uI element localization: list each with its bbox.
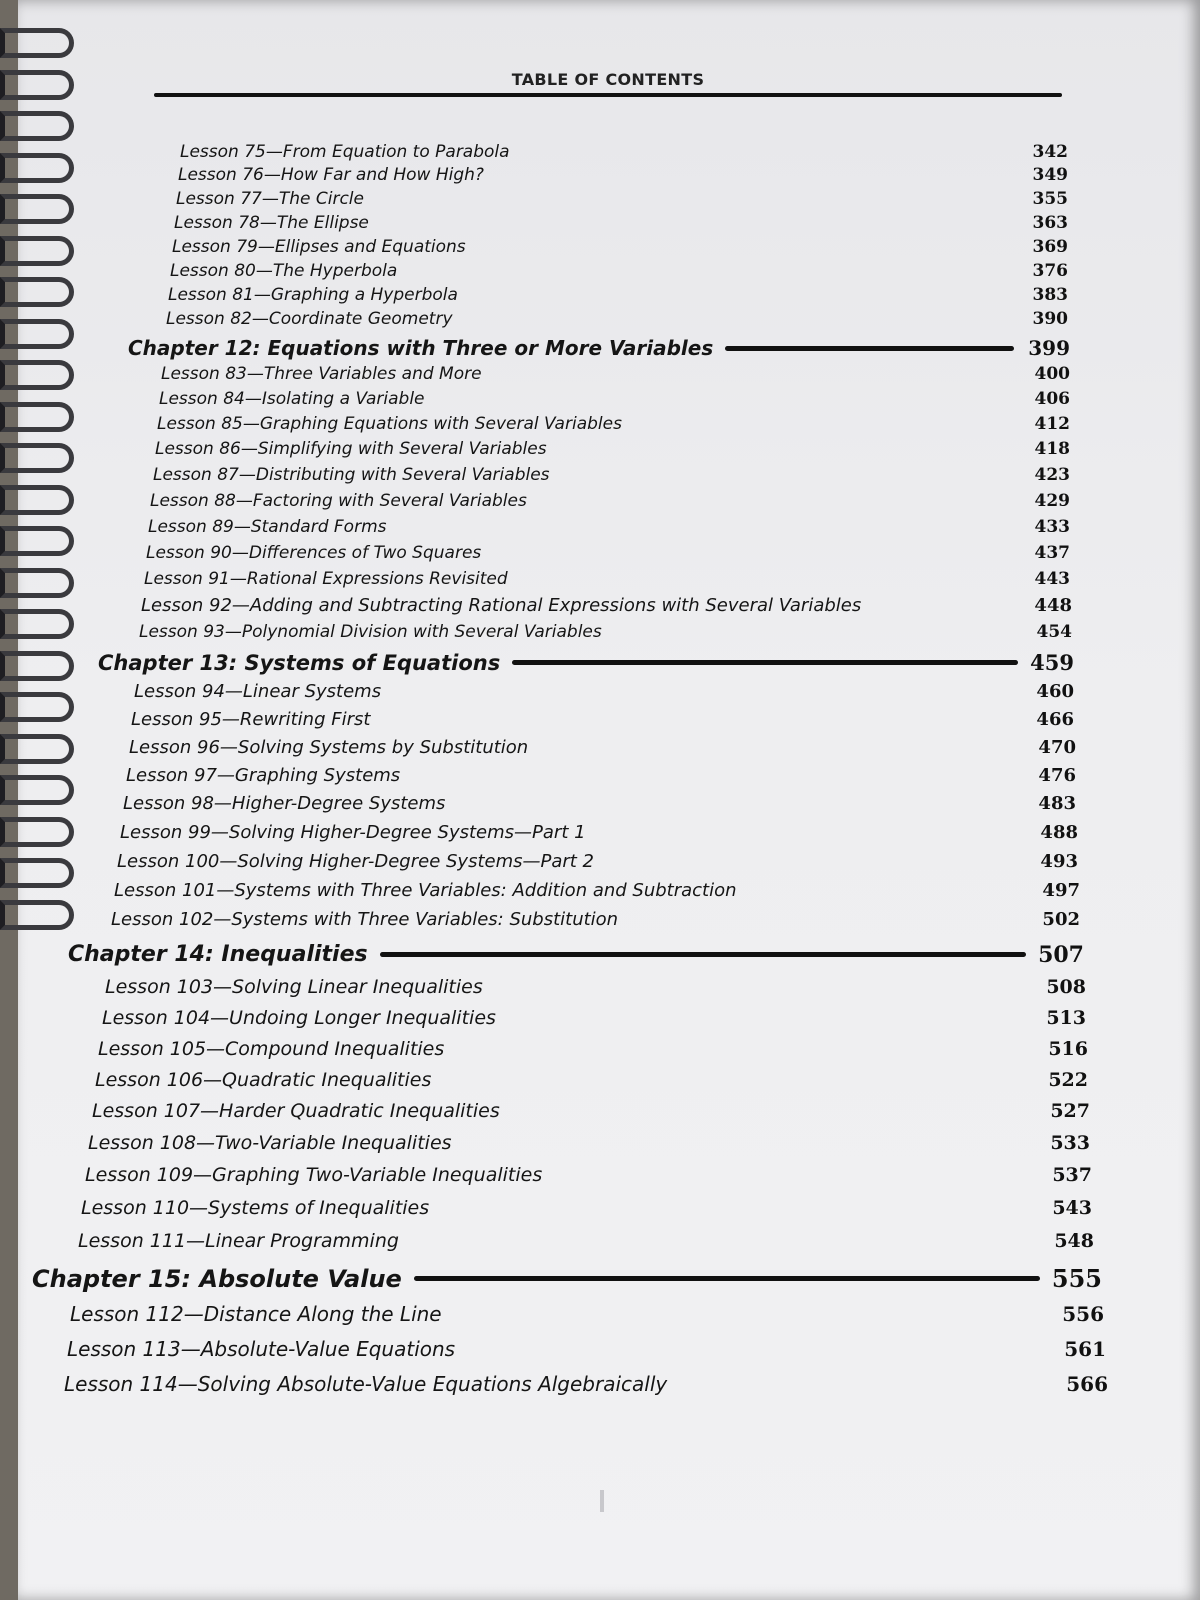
page-number: 502 [1042,909,1080,931]
lesson-title: Lesson 90—Differences of Two Squares [146,543,482,564]
page-number: 470 [1038,737,1076,759]
lesson-title: Lesson 83—Three Variables and More [161,364,482,385]
toc-chapter-row [128,336,1070,360]
toc-lesson-row [155,439,1070,459]
page-number: 454 [1036,622,1072,643]
page-number: 555 [1051,1264,1102,1294]
page-number: 476 [1038,765,1076,787]
lesson-title: Lesson 81—Graphing a Hyperbola [168,285,458,306]
toc-lesson-row [129,737,1076,758]
lesson-title: Lesson 106—Quadratic Inequalities [95,1068,432,1091]
page-number: 390 [1032,309,1068,330]
toc-lesson-row [92,1100,1090,1122]
page-number: 355 [1032,189,1068,210]
page-number: 412 [1034,414,1070,435]
page-number: 460 [1036,681,1074,703]
page-number: 433 [1034,517,1070,538]
lesson-title: Lesson 100—Solving Higher-Degree Systems—Part 2 [117,851,595,873]
page-number: 508 [1046,975,1086,998]
toc-lesson-row [95,1069,1088,1091]
lesson-title: Lesson 109—Graphing Two-Variable Inequalities [85,1163,543,1186]
page-number: 429 [1034,491,1070,512]
page-number: 548 [1054,1229,1094,1252]
lesson-title: Lesson 77—The Circle [176,189,364,210]
page-header: TABLE OF CONTENTS [511,70,705,89]
lesson-title: Lesson 111—Linear Programming [78,1229,399,1252]
chapter-title: Chapter 15: Absolute Value [32,1264,402,1293]
page-number: 513 [1046,1006,1086,1029]
lesson-title: Lesson 92—Adding and Subtracting Rational Expressions with Several Variables [141,595,862,617]
lesson-title: Lesson 82—Coordinate Geometry [166,309,453,330]
toc-lesson-row [168,285,1068,305]
lesson-title: Lesson 94—Linear Systems [134,681,382,703]
chapter-rule [725,346,1014,351]
page-number: 533 [1050,1131,1090,1154]
page-number: 566 [1066,1372,1108,1396]
page-number: 556 [1062,1302,1104,1326]
lesson-title: Lesson 79—Ellipses and Equations [172,237,466,258]
page-number: 497 [1042,880,1080,902]
toc-lesson-row [114,880,1080,901]
toc-lesson-row [144,569,1070,589]
chapter-title: Chapter 12: Equations with Three or More Variables [128,336,714,360]
chapter-rule [512,660,1018,665]
toc-lesson-row [120,822,1078,843]
page-number: 483 [1038,793,1076,815]
lesson-title: Lesson 76—How Far and How High? [178,165,484,186]
page-number: 363 [1032,213,1068,234]
page-number: 516 [1048,1037,1088,1060]
lesson-title: Lesson 85—Graphing Equations with Several Variables [157,414,622,435]
toc-lesson-row [176,189,1068,209]
lesson-title: Lesson 93—Polynomial Division with Several Variables [139,622,602,643]
toc-chapter-row [68,942,1084,968]
lesson-title: Lesson 84—Isolating a Variable [159,389,425,410]
lesson-title: Lesson 88—Factoring with Several Variables [150,491,527,512]
toc-lesson-row [141,595,1072,616]
toc-lesson-row [111,909,1080,930]
toc-lesson-row [178,165,1068,185]
toc-lesson-row [105,976,1086,998]
lesson-title: Lesson 114—Solving Absolute-Value Equations Algebraically [64,1372,668,1396]
page-number: 459 [1030,650,1074,676]
page-number: 349 [1032,165,1068,186]
lesson-title: Lesson 107—Harder Quadratic Inequalities [92,1099,500,1122]
page-number: 400 [1034,364,1070,385]
page-number: 376 [1032,261,1068,282]
toc-lesson-row [166,309,1068,329]
toc-lesson-row [170,261,1068,281]
page-number: 437 [1034,543,1070,564]
lesson-title: Lesson 104—Undoing Longer Inequalities [102,1006,496,1029]
page-number: 561 [1064,1337,1106,1361]
lesson-title: Lesson 101—Systems with Three Variables: Addition and Subtraction [114,880,737,902]
toc-lesson-row [123,793,1076,814]
lesson-title: Lesson 96—Solving Systems by Substitution [129,737,529,759]
lesson-title: Lesson 113—Absolute-Value Equations [67,1337,456,1361]
toc-lesson-row [67,1337,1106,1361]
lesson-title: Lesson 98—Higher-Degree Systems [123,793,446,815]
page-number: 537 [1052,1163,1092,1186]
toc-chapter-row [98,650,1074,675]
lesson-title: Lesson 95—Rewriting First [131,709,371,731]
toc-lesson-row [146,543,1070,563]
page-number: 342 [1032,142,1068,163]
lesson-title: Lesson 108—Two-Variable Inequalities [88,1131,452,1154]
page-number: 369 [1032,237,1068,258]
page-number: 406 [1034,389,1070,410]
toc-chapter-row [32,1264,1102,1293]
lesson-title: Lesson 89—Standard Forms [148,517,387,538]
toc-lesson-row [85,1164,1092,1186]
toc-lesson-row [134,681,1074,702]
toc-lesson-row [161,364,1070,384]
lesson-title: Lesson 112—Distance Along the Line [70,1302,442,1326]
toc-lesson-row [180,142,1068,162]
lesson-title: Lesson 97—Graphing Systems [126,765,401,787]
chapter-title: Chapter 13: Systems of Equations [98,650,501,675]
lesson-title: Lesson 110—Systems of Inequalities [81,1196,430,1219]
toc-lesson-row [126,765,1076,786]
lesson-title: Lesson 105—Compound Inequalities [98,1037,445,1060]
toc-lesson-row [102,1007,1086,1029]
toc-lesson-row [148,517,1070,537]
chapter-rule [414,1276,1040,1281]
page-number: 543 [1052,1196,1092,1219]
toc-lesson-row [157,414,1070,434]
toc-lesson-row [172,237,1068,257]
page-number: 418 [1034,439,1070,460]
lesson-title: Lesson 87—Distributing with Several Variables [153,465,550,486]
lesson-title: Lesson 86—Simplifying with Several Variables [155,439,547,460]
toc-lesson-row [153,465,1070,485]
page-number: 488 [1040,822,1078,844]
page-number: 507 [1038,941,1084,968]
lesson-title: Lesson 75—From Equation to Parabola [180,142,510,163]
lesson-title: Lesson 80—The Hyperbola [170,261,398,282]
toc-lesson-row [88,1132,1090,1154]
page-number: 466 [1036,709,1074,731]
toc-lesson-row [70,1302,1104,1326]
page-number: 383 [1032,285,1068,306]
lesson-title: Lesson 91—Rational Expressions Revisited [144,569,508,590]
lesson-title: Lesson 99—Solving Higher-Degree Systems—Part 1 [120,822,586,844]
toc-lesson-row [98,1038,1088,1060]
page-number: 399 [1028,336,1070,360]
page-number: 522 [1048,1068,1088,1091]
lesson-title: Lesson 78—The Ellipse [174,213,369,234]
toc-lesson-row [139,622,1072,642]
page-number: 448 [1034,595,1072,617]
toc-lesson-row [117,851,1078,872]
toc-lesson-row [78,1230,1094,1252]
lesson-title: Lesson 102—Systems with Three Variables: Substitution [111,909,619,931]
page-number: 443 [1034,569,1070,590]
page-number: 423 [1034,465,1070,486]
toc-lesson-row [150,491,1070,511]
toc-lesson-row [81,1197,1092,1219]
chapter-rule [380,952,1026,957]
page-number: 493 [1040,851,1078,873]
page-number: 527 [1050,1099,1090,1122]
toc-lesson-row [131,709,1074,730]
toc-lesson-row [174,213,1068,233]
lesson-title: Lesson 103—Solving Linear Inequalities [105,975,483,998]
toc-lesson-row [159,389,1070,409]
toc-lesson-row [64,1372,1108,1396]
chapter-title: Chapter 14: Inequalities [68,942,368,968]
